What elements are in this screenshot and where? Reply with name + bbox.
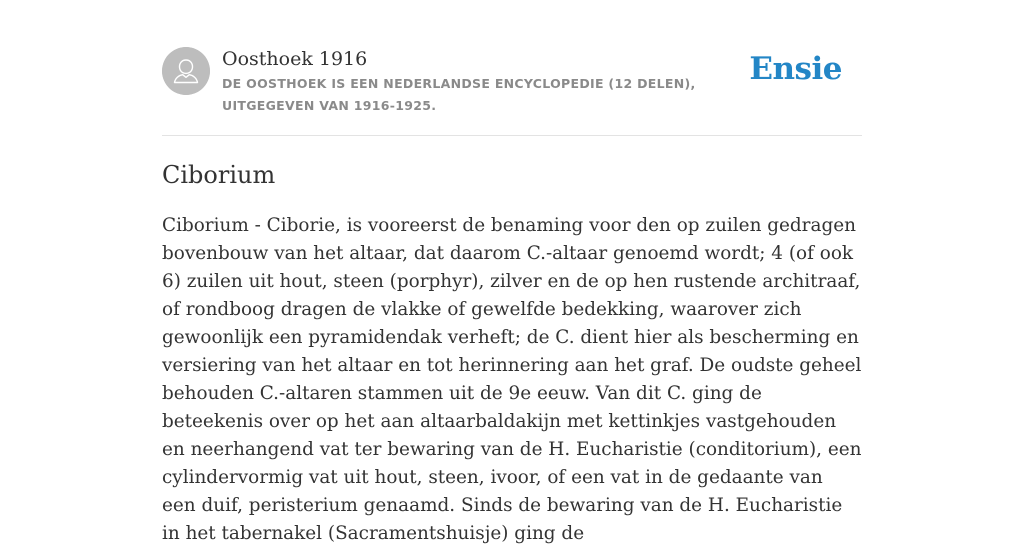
source-description: DE OOSTHOEK IS EEN NEDERLANDSE ENCYCLOPEDIE (12 DELEN), UITGEGEVEN VAN 1916-1925. [222, 76, 696, 113]
user-silhouette-icon [162, 47, 210, 95]
source-avatar[interactable] [162, 47, 210, 95]
article-body: Ciborium - Ciborie, is vooreerst de benaming voor den op zuilen gedragen bovenbouw van het altaar, dat daarom C.-altaar genoemd wordt; 4 (of ook 6) zuilen uit hout, steen (porphyr), zilver en de op hen rustende architraaf, of rondboog dragen de vlakke of gewelfde bedekking, waarover zich gewoonlijk een pyramidendak verheft; de C. dient hier als bescherming en versiering van het altaar en tot herinnering aan het graf. De oudste geheel behouden C.-altaren stammen uit de 9e eeuw. Van dit C. ging de beteekenis over op het aan altaarbaldakijn met kettinkjes vastgehouden en neerhangend vat ter bewaring van de H. Eucharistie (conditorium), een cylindervormig vat uit hout, steen, ivoor, of een vat in de gedaante van een duif, peristerium genaamd. Sinds de bewaring van de H. Eucharistie in het tabernakel (Sacramentshuisje) ging de [162, 215, 862, 544]
article-title: Ciborium [162, 161, 276, 189]
header-divider [162, 135, 862, 136]
ensie-logo-link[interactable]: Ensie [749, 51, 842, 87]
source-name[interactable]: Oosthoek 1916 [222, 48, 368, 70]
source-header [162, 47, 862, 117]
